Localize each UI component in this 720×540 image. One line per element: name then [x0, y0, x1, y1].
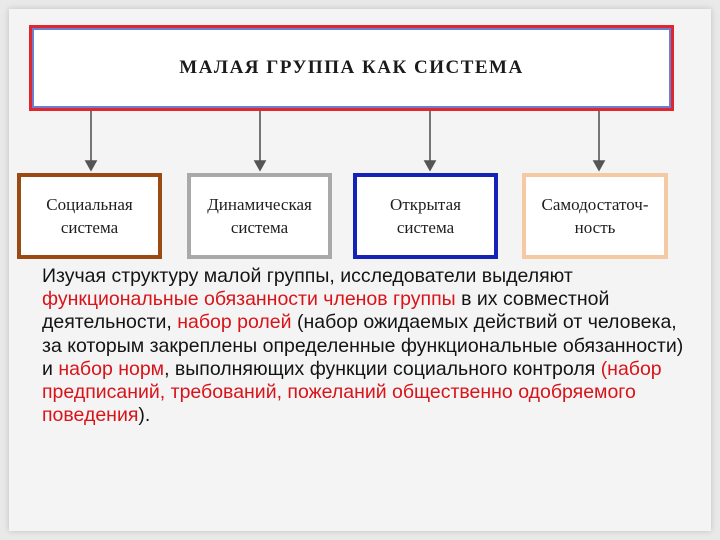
paragraph-text-1: Изучая структуру малой группы, исследователи выделяют [42, 265, 573, 287]
system-box-open-line2: система [396, 218, 455, 237]
body-paragraph [42, 265, 692, 427]
system-box-open [353, 173, 498, 259]
diagram-title: МАЛАЯ ГРУППА КАК СИСТЕМА [179, 57, 524, 78]
paragraph-text-5: ). [138, 404, 151, 427]
paragraph-text-3: (набор ожидаемых действий от человека, за которым закреплены определенные функциональные обязанности) и [42, 311, 684, 380]
system-box-social [17, 173, 162, 259]
arrow-head-3 [425, 161, 435, 170]
paragraph-text-4: , выполняющих функции социального контроля [164, 357, 601, 380]
highlight-role-set: набор ролей [177, 311, 292, 334]
arrow-head-1 [86, 161, 96, 170]
system-box-dynamic-line1: Динамическая [207, 195, 312, 214]
system-box-dynamic [187, 173, 332, 259]
highlight-norm-set: набор норм [58, 357, 165, 380]
highlight-functional-duties: функциональные обязанности членов группы [42, 288, 456, 311]
arrow-head-2 [255, 161, 265, 170]
system-box-dynamic-line2: система [230, 218, 289, 237]
system-box-selfsufficiency-line1: Самодостаточ- [541, 195, 649, 214]
arrow-head-4 [594, 161, 604, 170]
system-box-selfsufficiency [522, 173, 668, 259]
system-box-selfsufficiency-line2: ность [574, 218, 616, 237]
paragraph-text-2: в их совместной деятельности, [42, 288, 610, 334]
system-box-open-line1: Открытая [390, 195, 461, 214]
system-box-social-line1: Социальная [46, 195, 133, 214]
system-box-social-line2: система [60, 218, 119, 237]
highlight-prescriptions: (набор предписаний, требований, пожеланий общественно одобряемого поведения [42, 357, 662, 427]
